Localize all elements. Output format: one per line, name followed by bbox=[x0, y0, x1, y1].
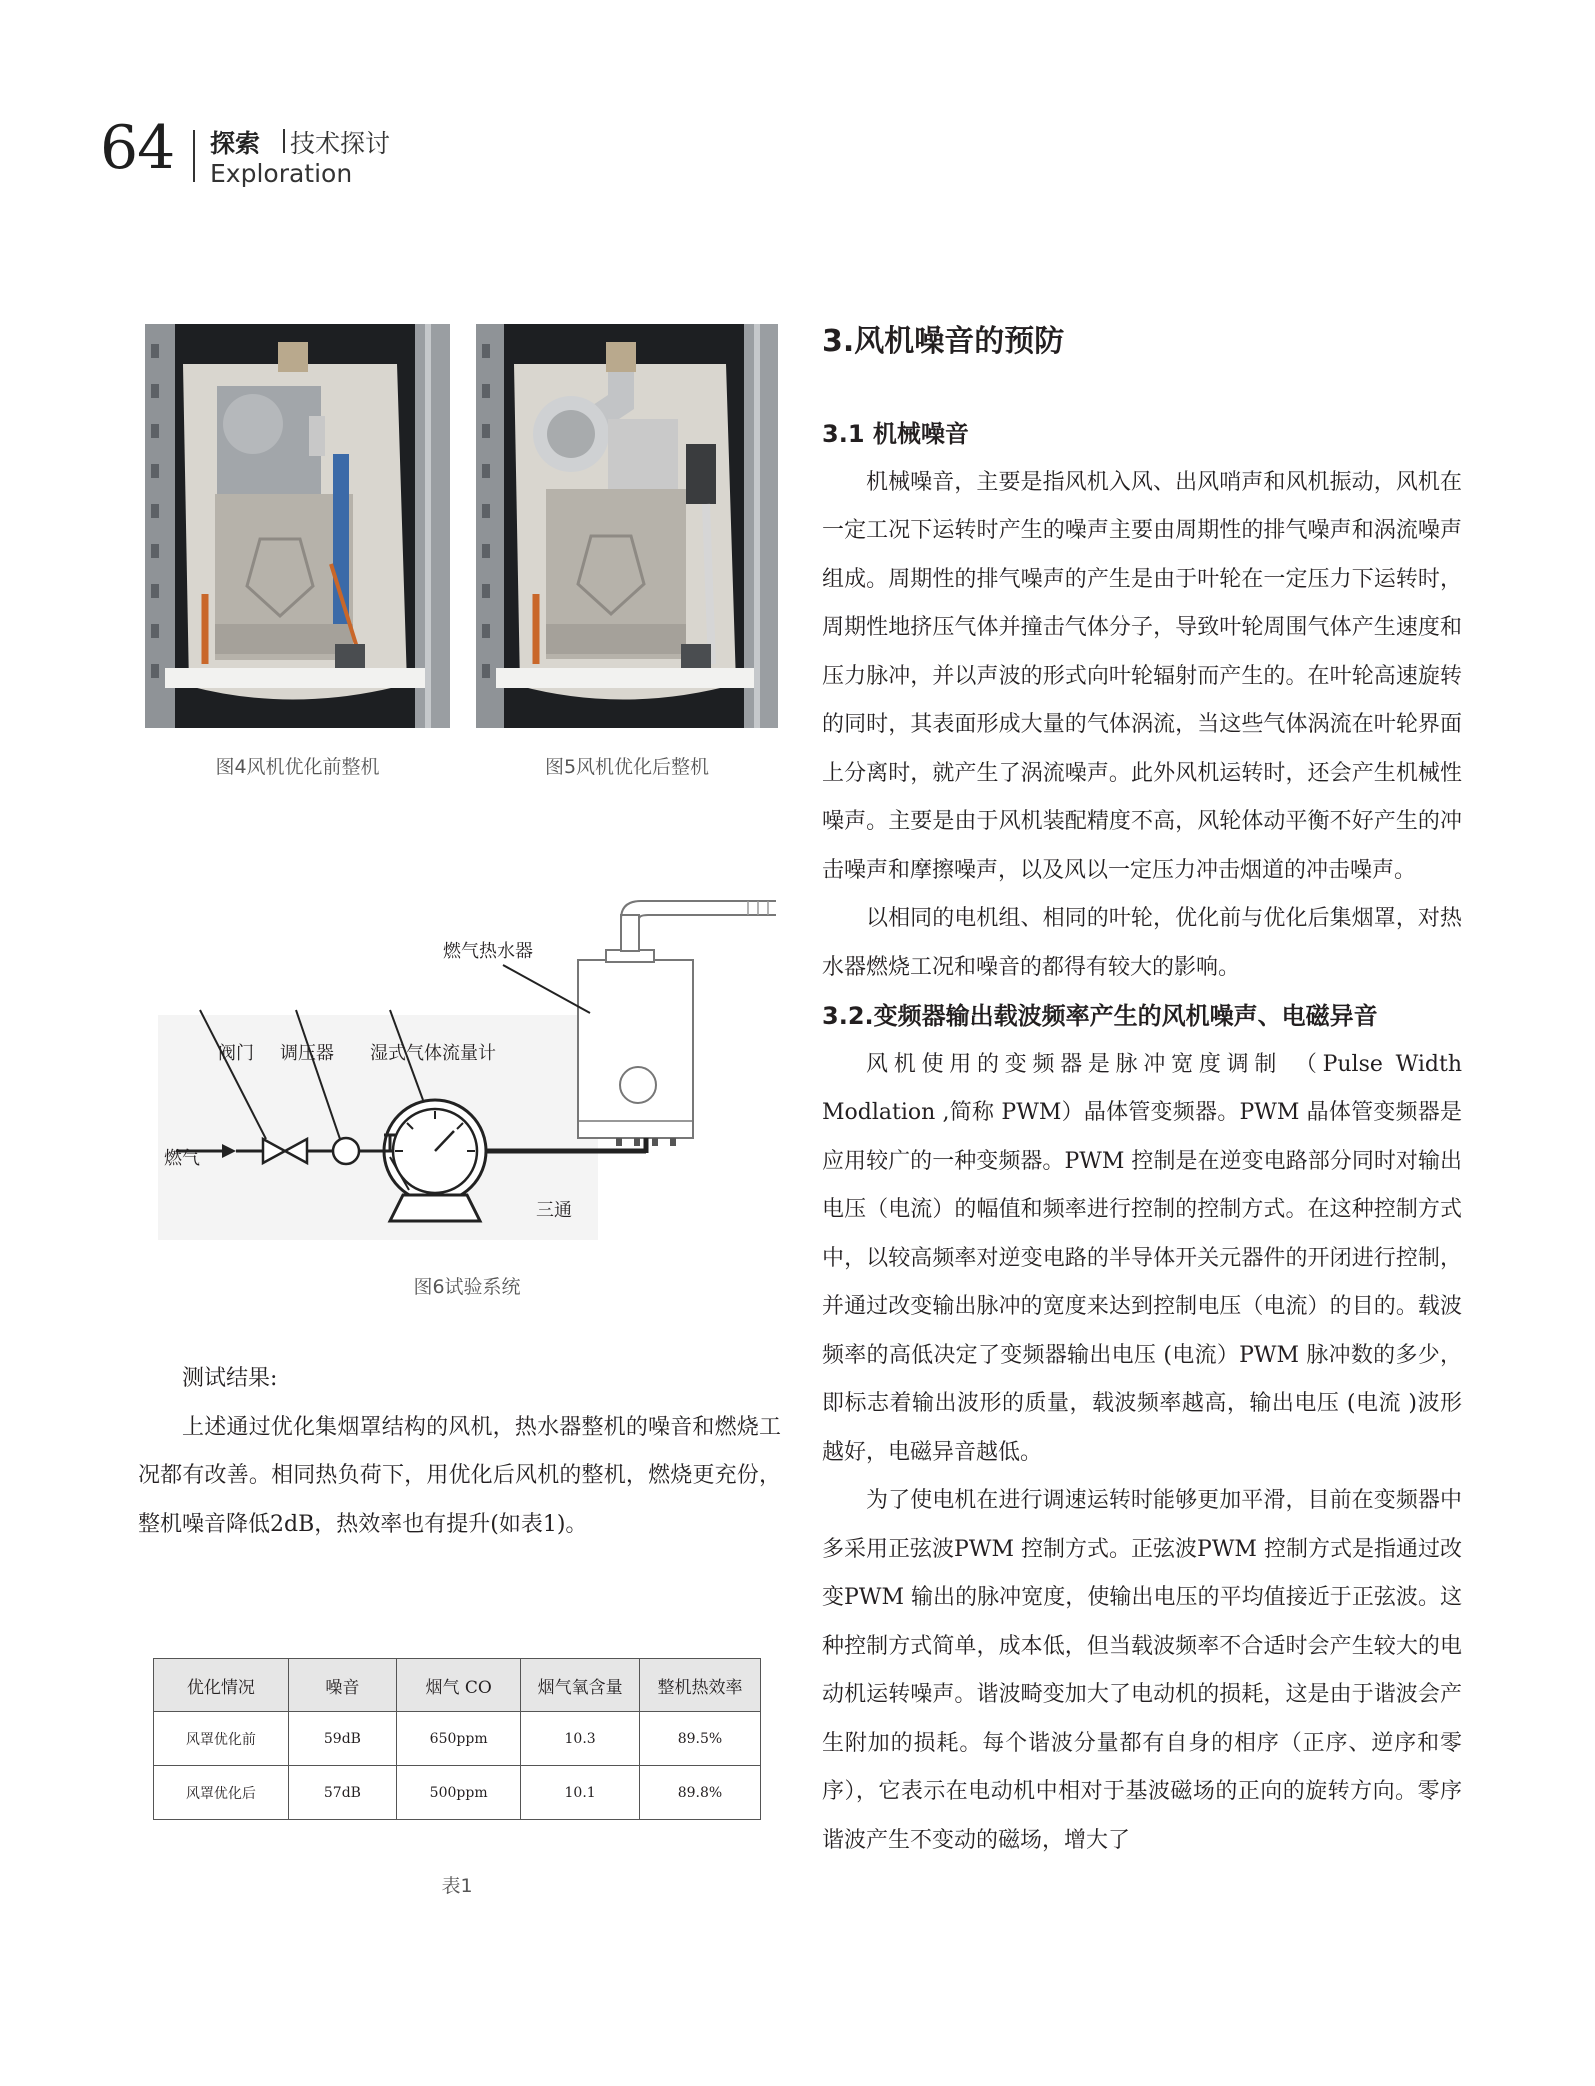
table-1 bbox=[153, 1658, 761, 1820]
results-paragraph: 上述通过优化集烟罩结构的风机，热水器整机的噪音和燃烧工况都有改善。相同热负荷下，用优化后风机的整机，燃烧更充份，整机噪音降低2dB，热效率也有提升(如表1)。 bbox=[138, 1414, 781, 1537]
label-valve: 阀门 bbox=[218, 1043, 254, 1064]
fig6-diagram bbox=[158, 895, 776, 1240]
fig6-caption: 图6试验系统 bbox=[413, 1276, 521, 1298]
table-cell: 650ppm bbox=[397, 1712, 521, 1766]
table-1-caption: 表1 bbox=[441, 1875, 473, 1897]
page-number: 64 bbox=[100, 113, 175, 183]
table-cell: 89.8% bbox=[639, 1766, 760, 1820]
subsection-heading-3-2: 3.2.变频器输出载波频率产生的风机噪声、电磁异音 bbox=[822, 1002, 1378, 1030]
subsection-heading-3-1: 3.1 机械噪音 bbox=[822, 420, 969, 448]
paragraph-same-motor: 以相同的电机组、相同的叶轮，优化前与优化后集烟罩，对热水器燃烧工况和噪音的都得有较大的影响。 bbox=[822, 906, 1462, 980]
fig4-photo bbox=[145, 324, 450, 728]
header-divider bbox=[193, 130, 195, 182]
water-heater-after-image bbox=[476, 324, 778, 728]
table-header: 整机热效率 bbox=[639, 1659, 760, 1712]
label-gas: 燃气 bbox=[164, 1148, 200, 1169]
table-row bbox=[154, 1766, 761, 1820]
label-heater: 燃气热水器 bbox=[443, 941, 533, 962]
section-name: 探索 bbox=[210, 129, 261, 158]
table-header: 烟气氧含量 bbox=[521, 1659, 640, 1712]
left-column bbox=[138, 1355, 781, 1549]
table-cell: 10.1 bbox=[521, 1766, 640, 1820]
water-heater-before-image bbox=[145, 324, 450, 728]
section-divider bbox=[283, 129, 285, 153]
table-cell: 风罩优化后 bbox=[154, 1766, 289, 1820]
fig5-caption: 图5风机优化后整机 bbox=[544, 756, 710, 778]
table-header: 优化情况 bbox=[154, 1659, 289, 1712]
table-cell: 500ppm bbox=[397, 1766, 521, 1820]
paragraph-mechanical-noise: 机械噪音，主要是指风机入风、出风哨声和风机振动，风机在一定工况下运转时产生的噪声主要由周期性的排气噪声和涡流噪声组成。周期性的排气噪声的产生是由于叶轮在一定压力下运转时，周期性地挤压气体并撞击气体分子，导致叶轮周围气体产生速度和压力脉冲，并以声波的形式向叶轮辐射而产生的。在叶轮高速旋转的同时，其表面形成大量的气体涡流，当这些气体涡流在叶轮界面上分离时，就产生了涡流噪声。此外风机运转时，还会产生机械性噪声。主要是由于风机装配精度不高，风轮体动平衡不好产生的冲击噪声和摩擦噪声，以及风以一定压力冲击烟道的冲击噪声。 bbox=[822, 469, 1462, 883]
right-column bbox=[822, 410, 1462, 1865]
paragraph-sine-pwm: 为了使电机在进行调速运转时能够更加平滑，目前在变频器中多采用正弦波PWM 控制方式。正弦波PWM 控制方式是指通过改变PWM 输出的脉冲宽度，使输出电压的平均值接近于正弦波。这种控制方式简单，成本低，但当载波频率不合适时会产生较大的电动机运转噪声。谐波畸变加大了电动机的损耗，这是由于谐波会产生附加的损耗。每个谐波分量都有自身的相序（正序、逆序和零序），它表示在电动机中相对于基波磁场的正向的旋转方向。零序谐波产生不变动的磁场，增大了 bbox=[822, 1488, 1462, 1853]
table-cell: 57dB bbox=[288, 1766, 396, 1820]
label-flowmeter: 湿式气体流量计 bbox=[370, 1043, 496, 1064]
subsection-name: 技术探讨 bbox=[290, 129, 391, 158]
section-name-en: Exploration bbox=[210, 159, 353, 188]
label-tee: 三通 bbox=[536, 1200, 572, 1221]
paragraph-pwm: 风机使用的变频器是脉冲宽度调制 （Pulse Width Modlation ,简称 PWM）晶体管变频器。PWM 晶体管变频器是应用较广的一种变频器。PWM 控制是在逆变电路部分同时对输出电压（电流）的幅值和频率进行控制的控制方式。在这种控制方式中，以较高频率对逆变电路的半导体开关元器件的开闭进行控制，并通过改变输出脉冲的宽度来达到控制电压（电流）的目的。载波频率的高低决定了变频器输出电压 (电流）PWM 脉冲数的多少，即标志着输出波形的质量，载波频率越高，输出电压 (电流 )波形越好，电磁异音越低。 bbox=[822, 1051, 1462, 1465]
table-cell: 10.3 bbox=[521, 1712, 640, 1766]
results-heading: 测试结果: bbox=[182, 1366, 278, 1391]
section-heading-3: 3.风机噪音的预防 bbox=[822, 324, 1065, 359]
table-header-row bbox=[154, 1659, 761, 1712]
table-cell: 59dB bbox=[288, 1712, 396, 1766]
fig5-photo bbox=[476, 324, 778, 728]
table-header: 噪音 bbox=[288, 1659, 396, 1712]
fig4-caption: 图4风机优化前整机 bbox=[215, 756, 380, 778]
table-header: 烟气 CO bbox=[397, 1659, 521, 1712]
table-cell: 89.5% bbox=[639, 1712, 760, 1766]
table-row bbox=[154, 1712, 761, 1766]
label-regulator: 调压器 bbox=[280, 1043, 334, 1064]
table-cell: 风罩优化前 bbox=[154, 1712, 289, 1766]
